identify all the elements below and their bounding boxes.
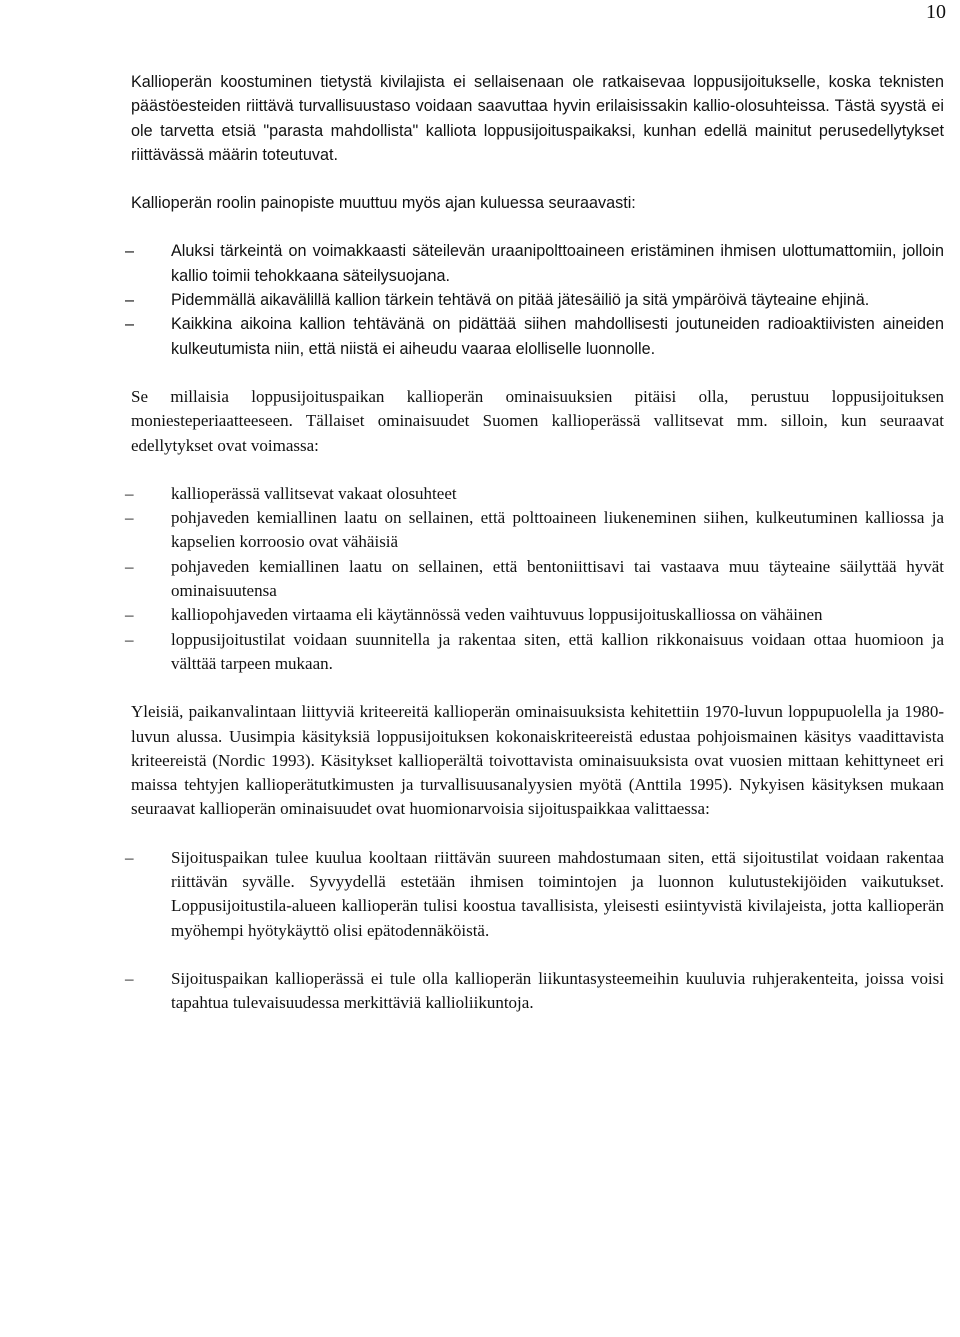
document-body [131, 70, 944, 1016]
site-criteria-list [131, 846, 944, 1016]
list-item: – Aluksi tärkeintä on voimakkaasti säteilevän uraanipolttoaineen eristäminen ihmisen ulottumattomiin, jolloin kallio toimii tehokkaana säteilysuojana. [131, 239, 944, 288]
paragraph-4: Yleisiä, paikanvalintaan liittyviä kriteereitä kallioperän ominaisuuksista kehitettiin 1970-luvun loppupuolella ja 1980-luvun alussa. Uusimpia käsityksiä loppusijoituksen kokonaiskriteereistä edustaa pohjoismainen käsitys vaadittavista kriteereistä (Nordic 1993). Käsitykset kallioperältä toivottavista ominaisuuksista ovat vuosien mittaan kehittyneet eri maissa tehtyjen kallioperätutkimusten ja turvallisuusanalyysien myötä (Anttila 1995). Nykyisen käsityksen mukaan seuraavat kallioperän ominaisuudet ovat huomionarvoisia sijoituspaikkaa valittaessa: [131, 702, 944, 819]
list-item: – pohjaveden kemiallinen laatu on sellainen, että polttoaineen liukeneminen siihen, kulkeutuminen kalliossa ja kapselien korroosio ovat vähäisiä [131, 506, 944, 555]
list-item: – Pidemmällä aikavälillä kallion tärkein tehtävä on pitää jätesäiliö ja sitä ympäröivä täyteaine ehjinä. [131, 288, 944, 312]
page-number: 10 [926, 1, 946, 23]
list-item: – kalliopohjaveden virtaama eli käytännössä veden vaihtuvuus loppusijoituskalliossa on vähäinen [131, 603, 944, 627]
list-item: – loppusijoitustilat voidaan suunnitella ja rakentaa siten, että kallion rikkonaisuus voidaan ottaa huomioon ja välttää tarpeen mukaan. [131, 628, 944, 677]
role-list [131, 239, 944, 360]
paragraph-3: Se millaisia loppusijoituspaikan kallioperän ominaisuuksien pitäisi olla, perustuu loppusijoituksen moniesteperiaatteeseen. Tällaiset ominaisuudet Suomen kallioperässä vallitsevat mm. silloin, kun seuraavat edellytykset ovat voimassa: [131, 386, 944, 455]
conditions-list [131, 482, 944, 676]
list-item: – pohjaveden kemiallinen laatu on sellainen, että bentoniittisavi tai vastaava muu täyteaine säilyttää hyvät ominaisuutensa [131, 555, 944, 604]
list-item: – kallioperässä vallitsevat vakaat olosuhteet [131, 482, 944, 506]
paragraph-1: Kallioperän koostuminen tietystä kivilajista ei sellaisenaan ole ratkaisevaa loppusijoitukselle, koska teknisten päästöesteiden riittävä turvallisuustaso voidaan saavuttaa hyvin erilaisissakin kallio-olosuhteissa. Tästä syystä ei ole tarvetta etsiä "parasta mahdollista" kalliota loppusijoituspaikaksi, kunhan edellä mainitut perusedellytykset riittävässä määrin toteutuvat. [131, 73, 944, 164]
list-item: – Sijoituspaikan kallioperässä ei tule olla kallioperän liikuntasysteemeihin kuuluvia ruhjerakenteita, joissa voisi tapahtua tulevaisuudessa merkittäviä kallioliikuntoja. [131, 967, 944, 1016]
paragraph-2: Kallioperän roolin painopiste muuttuu myös ajan kuluessa seuraavasti: [131, 194, 636, 213]
list-item: – Sijoituspaikan tulee kuulua kooltaan riittävän suureen mahdostumaan siten, että sijoitustilat voidaan rakentaa riittävän syvälle. Syvyydellä estetään ihmisen toimintojen ja luonnon kulutustekijöiden vaikutukset. Loppusijoitustila-alueen kallioperän tulisi koostua tavallisista, yleisesti esiintyvistä kivilajeista, jotta kallioperän myöhempi hyötykäyttö olisi epätodennäköistä. [131, 846, 944, 943]
list-item: – Kaikkina aikoina kallion tehtävänä on pidättää siihen mahdollisesti joutuneiden radioaktiivisten aineiden kulkeutumista niin, että niistä ei aiheudu vaaraa elolliselle luonnolle. [131, 312, 944, 361]
